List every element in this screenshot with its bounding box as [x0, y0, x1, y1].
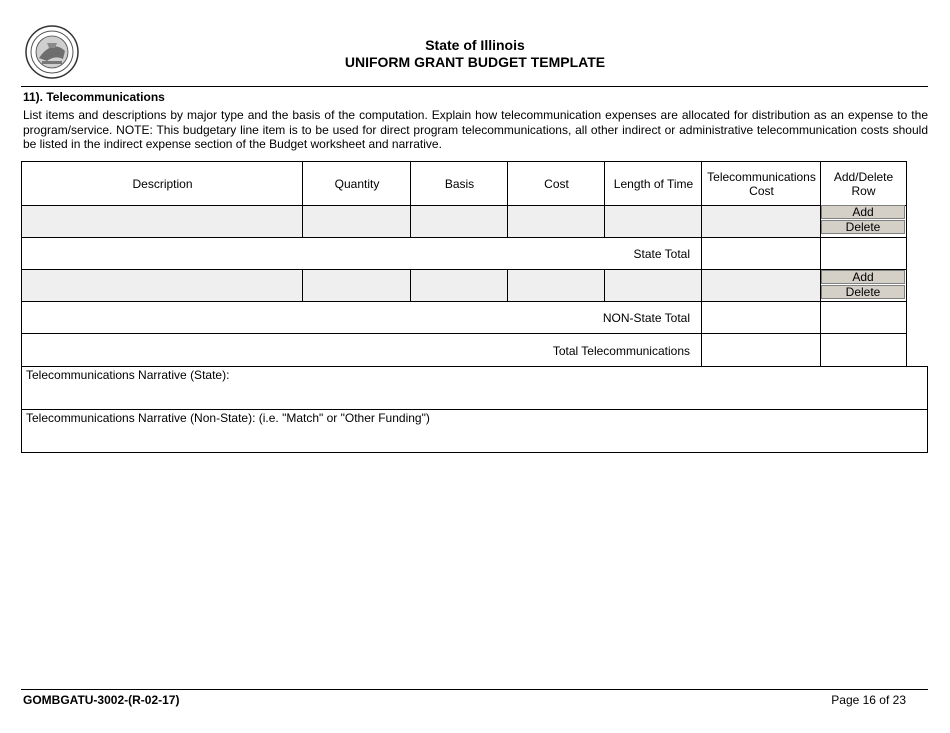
state-narrative-label: Telecommunications Narrative (State): — [26, 368, 230, 382]
nonstate-description-input[interactable] — [21, 269, 303, 302]
nonstate-quantity-input[interactable] — [302, 269, 411, 302]
nonstate-total-value — [701, 301, 821, 334]
state-add-button[interactable]: Add — [821, 205, 905, 219]
header-telecom-cost: Telecommunications Cost — [701, 161, 821, 206]
nonstate-delete-button[interactable]: Delete — [821, 285, 905, 299]
state-telecom-cost-input[interactable] — [701, 205, 821, 238]
nonstate-narrative-label: Telecommunications Narrative (Non-State): (i.e. "Match" or "Other Funding") — [26, 411, 430, 425]
state-length-input[interactable] — [604, 205, 702, 238]
nonstate-add-button[interactable]: Add — [821, 270, 905, 284]
nonstate-cost-input[interactable] — [507, 269, 605, 302]
header-quantity: Quantity — [302, 161, 411, 206]
total-telecom-value — [701, 333, 821, 367]
state-narrative-field[interactable] — [21, 366, 928, 410]
state-total-value — [701, 237, 821, 270]
state-delete-button[interactable]: Delete — [821, 220, 905, 234]
state-total-label: State Total — [21, 237, 702, 270]
state-quantity-input[interactable] — [302, 205, 411, 238]
form-id: GOMBGATU-3002-(R-02-17) — [23, 693, 180, 707]
state-total-blank — [820, 237, 907, 270]
header-description: Description — [21, 161, 303, 206]
section-title: 11). Telecommunications — [23, 90, 165, 104]
header-cost: Cost — [507, 161, 605, 206]
nonstate-telecom-cost-input[interactable] — [701, 269, 821, 302]
page-number: Page 16 of 23 — [831, 693, 906, 707]
state-cost-input[interactable] — [507, 205, 605, 238]
state-basis-input[interactable] — [410, 205, 508, 238]
total-telecom-label: Total Telecommunications — [21, 333, 702, 367]
header-basis: Basis — [410, 161, 508, 206]
state-title: State of Illinois — [425, 37, 525, 53]
nonstate-total-label: NON-State Total — [21, 301, 702, 334]
state-description-input[interactable] — [21, 205, 303, 238]
total-telecom-blank — [820, 333, 907, 367]
nonstate-length-input[interactable] — [604, 269, 702, 302]
nonstate-basis-input[interactable] — [410, 269, 508, 302]
footer-divider — [21, 689, 928, 690]
header-length-of-time: Length of Time — [604, 161, 702, 206]
section-instructions: List items and descriptions by major type and the basis of the computation. Explain how telecommunication expenses are allocated for distribution as an expense to the program/service. NOTE: This budgetary line item is to be used for direct program telecommunications, all other indirect or administrative telecommunication costs should be listed in the indirect expense section of the Budget worksheet and narrative. — [23, 108, 928, 151]
header-add-delete-row: Add/Delete Row — [820, 161, 907, 206]
nonstate-total-blank — [820, 301, 907, 334]
nonstate-narrative-field[interactable] — [21, 409, 928, 453]
header-divider — [21, 86, 928, 87]
template-title: UNIFORM GRANT BUDGET TEMPLATE — [344, 54, 606, 70]
